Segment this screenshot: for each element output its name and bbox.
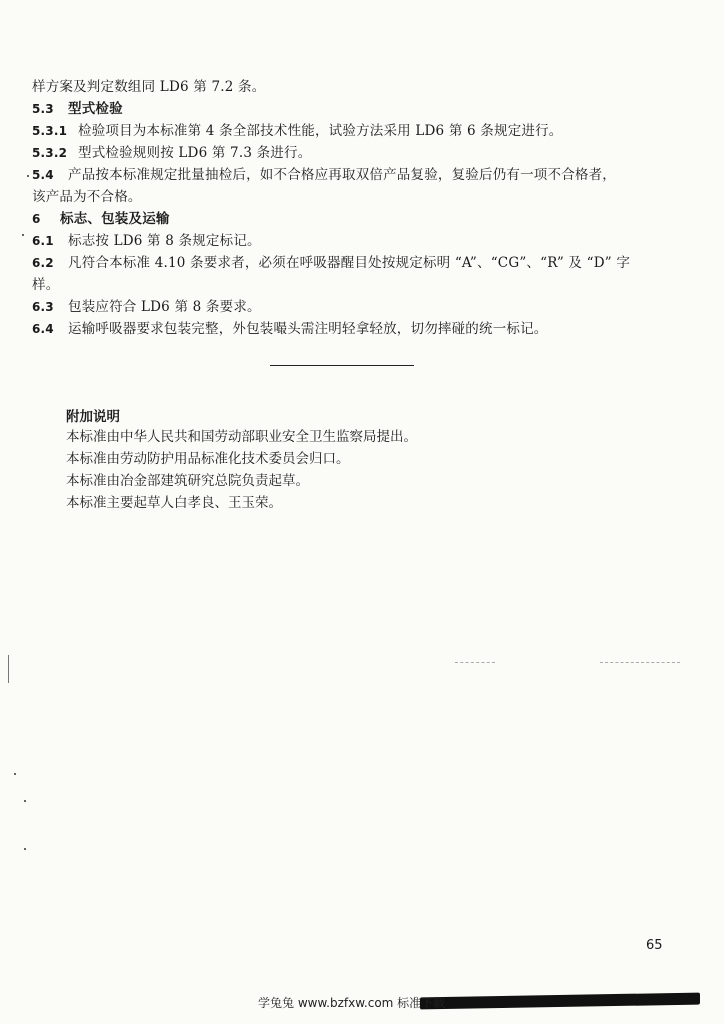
appendix-title: 附加说明 bbox=[66, 409, 120, 425]
clause-text: 检验项目为本标准第 4 条全部技术性能，试验方法采用 LD6 第 6 条规定进行。 bbox=[78, 123, 563, 139]
text-line-continuation bbox=[32, 78, 684, 96]
clause-6-3 bbox=[32, 298, 684, 316]
clause-text: 标志按 LD6 第 8 条规定标记。 bbox=[68, 233, 261, 249]
clause-text: 型式检验规则按 LD6 第 7.3 条进行。 bbox=[78, 145, 312, 161]
clause-text: 凡符合本标准 4.10 条要求者，必须在呼吸器醒目处按规定标明 “A”、“CG”、“R” 及 “D” 字 bbox=[68, 255, 631, 271]
clause-text: 包装应符合 LD6 第 8 条要求。 bbox=[68, 299, 261, 315]
scan-speck bbox=[22, 234, 24, 236]
section-number: 6 bbox=[32, 212, 41, 226]
clause-number: 5.4 bbox=[32, 168, 54, 182]
clause-6-1 bbox=[32, 232, 684, 250]
scan-artifact-dash bbox=[600, 662, 680, 663]
scan-artifact-dash bbox=[455, 662, 495, 663]
scan-speck bbox=[24, 848, 26, 850]
section-title: 标志、包装及运输 bbox=[60, 211, 170, 227]
clause-number: 5.3.1 bbox=[32, 124, 68, 138]
scan-margin-mark bbox=[8, 655, 9, 683]
clause-number: 6.2 bbox=[32, 256, 54, 270]
appendix-line: 本标准由冶金部建筑研究总院负责起草。 bbox=[66, 473, 309, 489]
clause-5-3-1 bbox=[32, 122, 684, 140]
page-number: 65 bbox=[646, 938, 663, 953]
end-rule bbox=[270, 365, 414, 366]
scan-speck bbox=[27, 175, 29, 177]
section-heading-6 bbox=[32, 210, 684, 228]
scan-speck bbox=[24, 800, 26, 802]
clause-number: 6.4 bbox=[32, 322, 54, 336]
clause-number: 5.3.2 bbox=[32, 146, 68, 160]
appendix-line: 本标准由劳动防护用品标准化技术委员会归口。 bbox=[66, 451, 350, 467]
clause-5-4-continuation bbox=[32, 188, 684, 206]
scan-speck bbox=[14, 773, 16, 775]
section-number: 5.3 bbox=[32, 102, 54, 116]
clause-number: 6.1 bbox=[32, 234, 54, 248]
appendix-line: 本标准由中华人民共和国劳动部职业安全卫生监察局提出。 bbox=[66, 429, 417, 445]
line-text: 样方案及判定数组同 LD6 第 7.2 条。 bbox=[32, 79, 266, 95]
clause-text: 产品按本标准规定批量抽检后，如不合格应再取双倍产品复验，复验后仍有一项不合格者， bbox=[68, 167, 616, 183]
section-title: 型式检验 bbox=[68, 101, 123, 117]
clause-5-4 bbox=[32, 166, 684, 184]
clause-number: 6.3 bbox=[32, 300, 54, 314]
footer-black-bar bbox=[420, 993, 700, 1010]
clause-5-3-2 bbox=[32, 144, 684, 162]
clause-6-2-continuation bbox=[32, 276, 684, 294]
clause-6-2 bbox=[32, 254, 684, 272]
appendix-line: 本标准主要起草人白孝良、王玉荣。 bbox=[66, 495, 282, 511]
clause-text: 该产品为不合格。 bbox=[32, 189, 142, 205]
footer-watermark: 学兔兔 www.bzfxw.com 标准下载 bbox=[258, 996, 446, 1010]
clause-6-4 bbox=[32, 320, 684, 338]
clause-text: 样。 bbox=[32, 277, 60, 293]
clause-text: 运输呼吸器要求包装完整，外包装嘬头需注明轻拿轻放，切勿摔碰的统一标记。 bbox=[68, 321, 548, 337]
section-heading-5-3 bbox=[32, 100, 684, 118]
